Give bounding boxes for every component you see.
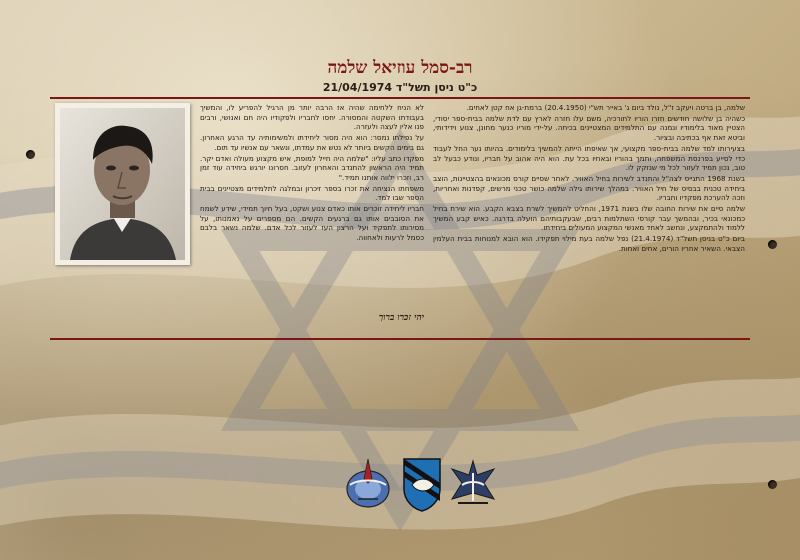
biography-middle-column — [200, 103, 424, 244]
blessing-text: יהי זכרו ברוך — [378, 313, 424, 323]
bottom-divider — [50, 338, 750, 340]
tech-wing-emblem — [344, 455, 392, 513]
biography-paragraph: שלמה, בן ברטה ויעקב ז"ל, נולד ביום ג' באייר תש"י (20.4.1950) ברמת-גן אח קטן לאחים. — [466, 103, 745, 112]
biography-paragraph: חבריו ליחידה זוכרים אותו כאדם צנוע ושקט, בעל חיוך תמידי, שידע לשמח את הסובבים אותו גם ברגעים הקשים. הם מספרים על נאמנותו, על מסירותו לתפקיד ועל הרצון העז לעזור לכל אדם. שלמה נשאר בלבם כסמל לרעות ולאחווה. — [200, 204, 424, 243]
biography-paragraph: לא הניח ללחימה שהיה אז הרבה יותר מן הרגיל להפריע לו, והמשיך בעבודתו השקטה והמסורה. יחסו לחבריו ולפקודיו היה חם ואנושי, ורבים פנו אליו לעצה ולעזרה. — [200, 103, 424, 132]
portrait-frame — [55, 103, 190, 265]
biography-paragraph: על נפילתו נמסר: הוא היה מסור ליחידתו ולמשימותיה עד הרגע האחרון. גם בימים הקשים ביותר לא נטש את עמדתו, ונשאר עם אנשיו עד תום. — [200, 133, 424, 152]
binder-hole — [768, 240, 777, 249]
biography-paragraph: מפקדו כתב עליו: "שלמה היה חייל למופת, איש מקצוע מעולה ואדם יקר. תמיד היה הראשון להתנדב והאחרון לעזוב. חסרונו יורגש ביחידה עוד זמן רב, וזכרו ילווה אותנו תמיד." — [200, 153, 424, 182]
binder-hole — [26, 150, 35, 159]
biography-paragraph: ביום כ"ט בניסן תשל"ד (21.4.1974) נפל שלמה בעת מילוי תפקידו. הוא הובא למנוחות בבית העלמין הצבאי. השאיר אחריו הורים, אחים ואחות. — [433, 234, 745, 253]
biography-paragraph: שלמה סיים את שירות החובה שלו בשנת 1971, והחליט להמשיך לשרת בצבא הקבע. הוא שירת בחיל כמכונאי בכיר, ובהמשך עבר קורסי השתלמות רבים, שבעקבותיהם הועלה בדרגה. כאיש קבע המשיך ללמוד ולהתמקצע, ונחשב לאחד מאנשי המקצוע המעולים ביחידתו. — [433, 204, 745, 233]
biography-paragraph: כשהיה בן שלושה חודשים חזרו הוריו לתורכיה, משם עלו חזרה לארץ עם לדת שלמה בבית-ספר יסודי, הצטיין מאוד בלימודיו ונמנה עם התלמידים המצטיינים בכיתה. על-ידי מוריו כנער מחונן, צנוע וידידותי, וביטא זאת אף בכתיבה ובציור. — [433, 113, 745, 143]
air-force-emblem — [448, 455, 498, 513]
binder-hole — [768, 480, 777, 489]
biography-paragraph: משפחתו הנציחה את זכרו בספר זיכרון ובמלגה לתלמידים מצטיינים בבית הספר שבו למד. — [200, 183, 424, 203]
memorial-date: כ"ט ניסן תשל"ד 21/04/1974 — [322, 81, 478, 94]
page-title: רב-סמל עוזיאל שלמה — [327, 58, 473, 78]
squadron-emblem — [402, 455, 442, 513]
top-divider — [50, 97, 750, 99]
biography-paragraph: בשנת 1968 התגייס לצה"ל והתנדב לשירות בחיל האוויר. לאחר שסיים קורס מכונאים בהצטיינות, הוצב ביחידה טכנית בבסיס של חיל האוויר. במהלך שירותו גילה שלמה כושר טכני מרשים, קפדנות ואחריות, וזכה להערכת מפקדיו וחבריו. — [433, 173, 745, 203]
biography-right-column — [433, 103, 745, 255]
portrait-photo — [60, 108, 185, 260]
biography-paragraph: בצעירותו למד שלמה בבית-ספר מקצועי, אך שאיפתו הייתה להמשיך בלימודים. בהיותו נער החל לעבוד כדי לסייע בפרנסת המשפחה, ותמך בהוריו ובאחיו בכל עת. הוא היה אהוב על חבריו, ונודע כבעל לב טוב, נכון תמיד לעזור לכל מי שנזקק לו. — [433, 143, 745, 173]
